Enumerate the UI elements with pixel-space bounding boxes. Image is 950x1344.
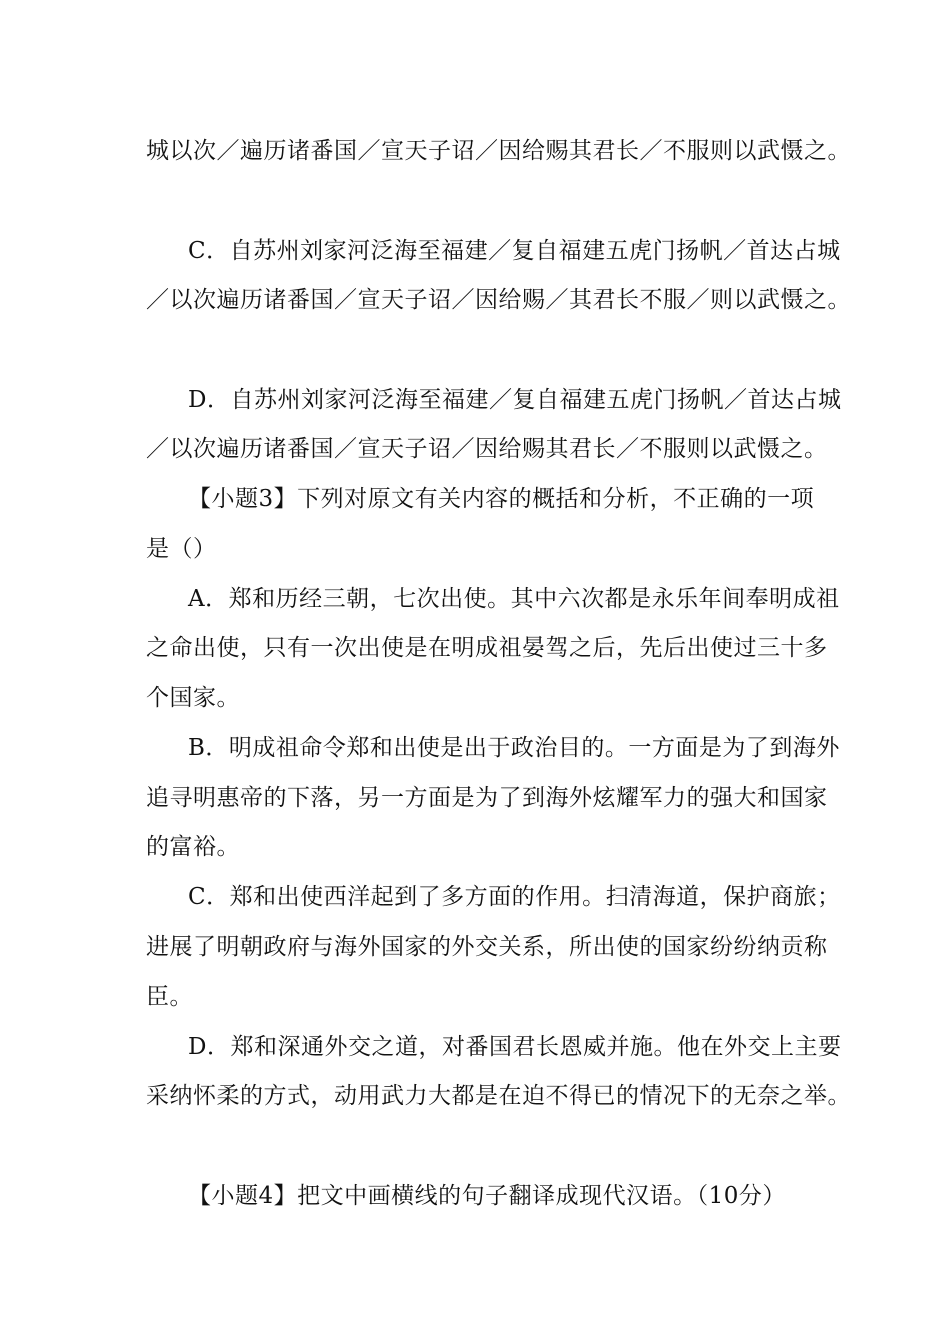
q3-option-b-line-2: 追寻明惠帝的下落，另一方面是为了到海外炫耀军力的强大和国家 xyxy=(146,785,828,811)
q3-option-a-line-3: 个国家。 xyxy=(146,685,240,711)
question-4-line: 【小题4】把文中画横线的句子翻译成现代汉语。（10分） xyxy=(188,1183,786,1209)
q3-option-d-line-2: 采纳怀柔的方式，动用武力大都是在迫不得已的情况下的无奈之举。 xyxy=(146,1083,851,1109)
option-c-line-1: C．自苏州刘家河泛海至福建／复自福建五虎门扬帆／首达占城 xyxy=(188,238,841,264)
q3-option-b-line-1: B．明成祖命令郑和出使是出于政治目的。一方面是为了到海外 xyxy=(188,735,840,761)
q3-option-c-line-2: 进展了明朝政府与海外国家的外交关系，所出使的国家纷纷纳贡称 xyxy=(146,934,828,960)
q3-option-c-line-1: C．郑和出使西洋起到了多方面的作用。扫清海道，保护商旅； xyxy=(188,884,841,910)
q3-option-c-line-3: 臣。 xyxy=(146,984,193,1010)
q3-option-a-line-2: 之命出使，只有一次出使是在明成祖晏驾之后，先后出使过三十多 xyxy=(146,635,828,661)
q3-option-d-line-1: D．郑和深通外交之道，对番国君长恩威并施。他在外交上主要 xyxy=(188,1034,842,1060)
option-b-continuation-line: 城以次／遍历诸番国／宣天子诏／因给赐其君长／不服则以武慑之。 xyxy=(146,138,851,164)
option-d-line-2: ／以次遍历诸番国／宣天子诏／因给赐其君长／不服则以武慑之。 xyxy=(146,436,828,462)
question-3-line-2: 是（） xyxy=(146,536,217,562)
question-3-line-1: 【小题3】下列对原文有关内容的概括和分析，不正确的一项 xyxy=(188,486,815,512)
option-d-line-1: D．自苏州刘家河泛海至福建／复自福建五虎门扬帆／首达占城 xyxy=(188,387,842,413)
q3-option-a-line-1: A．郑和历经三朝，七次出使。其中六次都是永乐年间奉明成祖 xyxy=(188,586,840,612)
q3-option-b-line-3: 的富裕。 xyxy=(146,834,240,860)
option-c-line-2: ／以次遍历诸番国／宣天子诏／因给赐／其君长不服／则以武慑之。 xyxy=(146,287,851,313)
